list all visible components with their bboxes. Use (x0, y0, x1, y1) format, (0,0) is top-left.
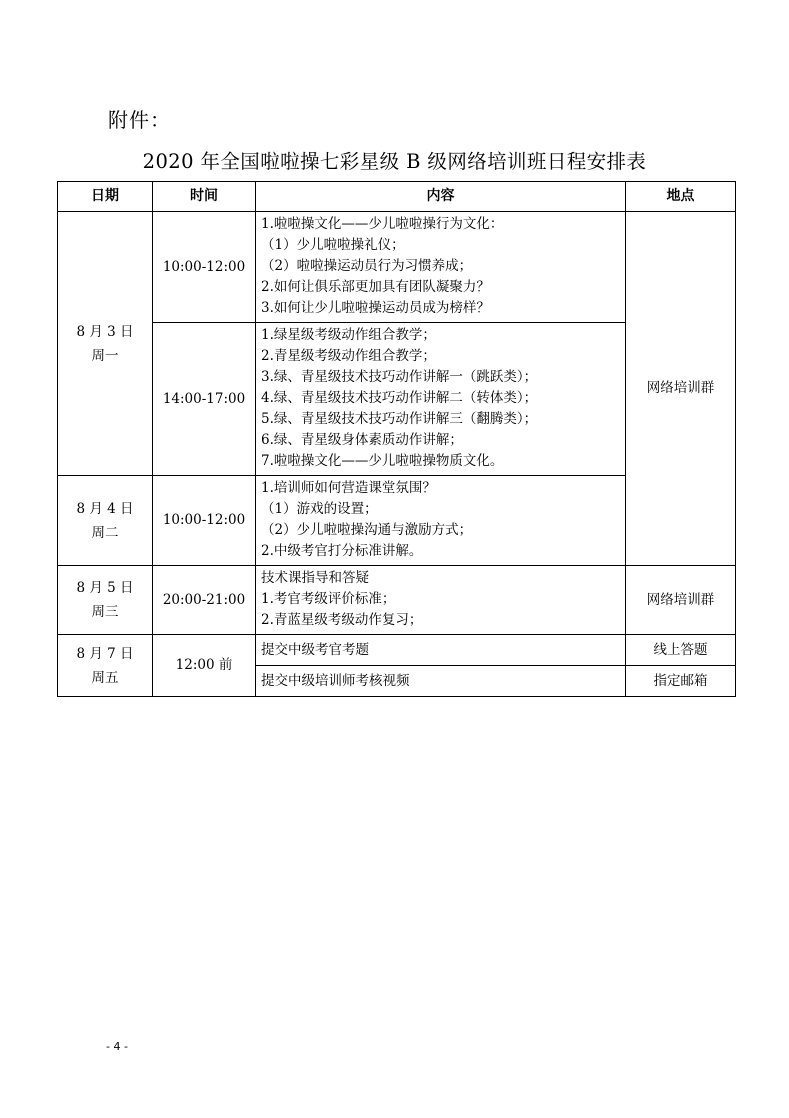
schedule-table (57, 181, 736, 697)
place-cell: 线上答题 (626, 635, 736, 666)
content-line: （2）少儿啦啦操沟通与激励方式； (261, 522, 473, 538)
weekday-text: 周五 (91, 669, 119, 686)
place-cell: 网络培训群 (626, 212, 736, 566)
table-header-row (58, 182, 736, 212)
weekday-text: 周一 (91, 347, 119, 364)
attachment-label: 附件： (108, 108, 171, 132)
content-line: 5.绿、青星级技术技巧动作讲解三（翻腾类）； (261, 411, 538, 427)
time-cell: 20:00-21:00 (153, 566, 256, 635)
content-cell (256, 476, 626, 566)
time-cell: 14:00-17:00 (153, 323, 256, 476)
weekday-text: 周三 (91, 604, 119, 620)
content-line: 7.啦啦操文化——少儿啦啦操物质文化。 (261, 453, 504, 469)
header-place: 地点 (626, 182, 736, 212)
content-line: 1.啦啦操文化——少儿啦啦操行为文化： (261, 216, 504, 232)
table-row (58, 212, 736, 323)
time-cell: 10:00-12:00 (153, 476, 256, 566)
date-text: 8 月 4 日 (76, 500, 134, 517)
date-text: 8 月 5 日 (76, 580, 134, 596)
date-cell (58, 476, 153, 566)
content-line: 6.绿、青星级身体素质动作讲解； (261, 432, 463, 448)
content-line: 4.绿、青星级技术技巧动作讲解二（转体类）； (261, 390, 538, 406)
content-line: 技术课指导和答疑 (261, 570, 369, 586)
content-line: （1）游戏的设置； (261, 501, 378, 517)
date-text: 8 月 7 日 (76, 645, 134, 662)
place-cell: 指定邮箱 (626, 666, 736, 697)
content-cell: 提交中级考官考题 (256, 635, 626, 666)
date-text: 8 月 3 日 (76, 323, 134, 340)
content-line: 2.青星级考级动作组合教学； (261, 348, 436, 364)
content-line: 2.青蓝星级考级动作复习； (261, 612, 423, 628)
date-cell (58, 212, 153, 476)
content-line: 3.如何让少儿啦啦操运动员成为榜样？ (261, 300, 490, 316)
content-line: 1.培训师如何营造课堂氛围？ (261, 480, 436, 496)
content-line: 2.如何让俱乐部更加具有团队凝聚力？ (261, 279, 490, 295)
content-line: 2.中级考官打分标准讲解。 (261, 543, 423, 559)
place-cell: 网络培训群 (626, 566, 736, 635)
content-cell: 提交中级培训师考核视频 (256, 666, 626, 697)
date-cell (58, 635, 153, 697)
content-line: （1）少儿啦啦操礼仪； (261, 237, 405, 253)
date-cell (58, 566, 153, 635)
content-line: 3.绿、青星级技术技巧动作讲解一（跳跃类）； (261, 369, 538, 385)
time-cell: 10:00-12:00 (153, 212, 256, 323)
content-cell (256, 323, 626, 476)
header-content: 内容 (256, 182, 626, 212)
page-number: - 4 - (106, 1040, 128, 1053)
weekday-text: 周二 (91, 524, 119, 541)
table-row (58, 635, 736, 666)
content-cell (256, 212, 626, 323)
content-cell (256, 566, 626, 635)
content-line: 1.绿星级考级动作组合教学； (261, 327, 436, 343)
content-line: （2）啦啦操运动员行为习惯养成； (261, 258, 473, 274)
header-time: 时间 (153, 182, 256, 212)
page-title: 2020 年全国啦啦操七彩星级 B 级网络培训班日程安排表 (142, 150, 647, 173)
time-cell: 12:00 前 (153, 635, 256, 697)
content-line: 1.考官考级评价标准； (261, 591, 396, 607)
table-row (58, 566, 736, 635)
header-date: 日期 (58, 182, 153, 212)
